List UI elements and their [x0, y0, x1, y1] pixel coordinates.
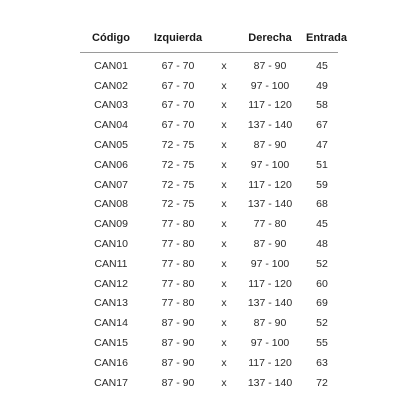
cell-code: CAN05	[94, 139, 128, 152]
header-right: Derecha	[234, 28, 306, 53]
cell-separator: x	[221, 99, 227, 112]
cell-separator: x	[221, 238, 227, 251]
cell-left: 72 - 75	[161, 198, 195, 211]
cell-right: 87 - 90	[253, 238, 287, 251]
cell-left: 77 - 80	[161, 218, 195, 231]
cell-code: CAN07	[94, 178, 128, 191]
cell-right: 117 - 120	[248, 99, 292, 112]
cell-separator: x	[221, 178, 227, 191]
cell-left: 67 - 70	[161, 59, 195, 72]
cell-entry: 68	[316, 198, 328, 211]
cell-code: CAN12	[94, 277, 128, 290]
table-row	[80, 313, 338, 333]
cell-separator: x	[221, 337, 227, 350]
table-row	[80, 135, 338, 155]
cell-separator: x	[221, 376, 227, 389]
cell-separator: x	[221, 119, 227, 132]
cell-right: 137 - 140	[247, 376, 293, 389]
cell-entry: 48	[316, 238, 328, 251]
cell-code: CAN08	[94, 198, 128, 211]
cell-code: CAN02	[94, 79, 128, 92]
cell-left: 87 - 90	[161, 317, 195, 330]
header-left: Izquierda	[142, 28, 214, 53]
cell-separator: x	[221, 277, 227, 290]
cell-entry: 52	[316, 257, 328, 270]
cell-left: 77 - 80	[161, 257, 195, 270]
cell-right: 87 - 90	[253, 59, 287, 72]
cell-left: 67 - 70	[161, 99, 195, 112]
cell-entry: 67	[316, 119, 328, 132]
cell-right: 137 - 140	[247, 119, 293, 132]
cell-separator: x	[221, 158, 227, 171]
cell-entry: 49	[316, 79, 328, 92]
cell-code: CAN14	[94, 317, 128, 330]
table-row	[80, 115, 338, 135]
cell-right: 117 - 120	[248, 356, 292, 369]
cell-left: 72 - 75	[161, 178, 195, 191]
cell-left: 67 - 70	[161, 79, 195, 92]
header-row	[80, 28, 338, 53]
cell-entry: 51	[316, 158, 328, 171]
table-row	[80, 254, 338, 274]
cell-right: 97 - 100	[250, 337, 290, 350]
cell-left: 67 - 70	[161, 119, 195, 132]
table-row	[80, 96, 338, 116]
cell-separator: x	[221, 79, 227, 92]
cell-entry: 47	[316, 139, 328, 152]
cell-separator: x	[221, 297, 227, 310]
cell-code: CAN16	[94, 356, 128, 369]
table-row	[80, 373, 338, 393]
cell-code: CAN13	[94, 297, 128, 310]
cell-code: CAN11	[94, 257, 128, 270]
cell-right: 97 - 100	[250, 158, 290, 171]
table-row	[80, 333, 338, 353]
cell-separator: x	[221, 317, 227, 330]
table-row	[80, 76, 338, 96]
table-row	[80, 214, 338, 234]
cell-code: CAN15	[94, 337, 128, 350]
cell-right: 77 - 80	[253, 218, 287, 231]
cell-code: CAN04	[94, 119, 128, 132]
size-table	[80, 28, 347, 393]
cell-entry: 52	[316, 317, 328, 330]
table-row	[80, 53, 338, 76]
cell-code: CAN01	[94, 59, 128, 72]
cell-entry: 55	[316, 337, 328, 350]
table-row	[80, 234, 338, 254]
header-separator	[214, 28, 234, 53]
cell-code: CAN03	[94, 99, 128, 112]
cell-entry: 45	[316, 59, 328, 72]
cell-left: 77 - 80	[161, 238, 195, 251]
cell-right: 97 - 100	[250, 257, 290, 270]
cell-entry: 45	[316, 218, 328, 231]
cell-left: 87 - 90	[161, 356, 195, 369]
cell-separator: x	[221, 59, 227, 72]
cell-entry: 69	[316, 297, 328, 310]
cell-right: 117 - 120	[248, 277, 292, 290]
cell-entry: 63	[316, 356, 328, 369]
cell-separator: x	[221, 139, 227, 152]
header-code: Código	[80, 28, 142, 53]
cell-code: CAN09	[94, 218, 128, 231]
cell-right: 87 - 90	[253, 317, 287, 330]
cell-code: CAN10	[94, 238, 128, 251]
cell-right: 117 - 120	[248, 178, 292, 191]
table-row	[80, 353, 338, 373]
cell-right: 87 - 90	[253, 139, 287, 152]
table-row	[80, 195, 338, 215]
cell-right: 137 - 140	[247, 198, 293, 211]
cell-separator: x	[221, 356, 227, 369]
table-header	[80, 28, 347, 53]
cell-code: CAN17	[94, 376, 128, 389]
header-entry: Entrada	[306, 28, 338, 53]
cell-left: 77 - 80	[161, 297, 195, 310]
cell-left: 87 - 90	[161, 337, 195, 350]
cell-entry: 72	[316, 376, 328, 389]
cell-separator: x	[221, 198, 227, 211]
table-row	[80, 274, 338, 294]
cell-left: 72 - 75	[161, 158, 195, 171]
cell-separator: x	[221, 218, 227, 231]
cell-left: 87 - 90	[161, 376, 195, 389]
cell-separator: x	[221, 257, 227, 270]
cell-right: 137 - 140	[247, 297, 293, 310]
table-row	[80, 155, 338, 175]
cell-code: CAN06	[94, 158, 128, 171]
cell-right: 97 - 100	[250, 79, 290, 92]
table-body	[80, 53, 338, 393]
cell-entry: 60	[316, 277, 328, 290]
cell-entry: 59	[316, 178, 328, 191]
cell-left: 77 - 80	[161, 277, 195, 290]
table-row	[80, 175, 338, 195]
cell-entry: 58	[316, 99, 328, 112]
cell-left: 72 - 75	[161, 139, 195, 152]
table-row	[80, 294, 338, 314]
